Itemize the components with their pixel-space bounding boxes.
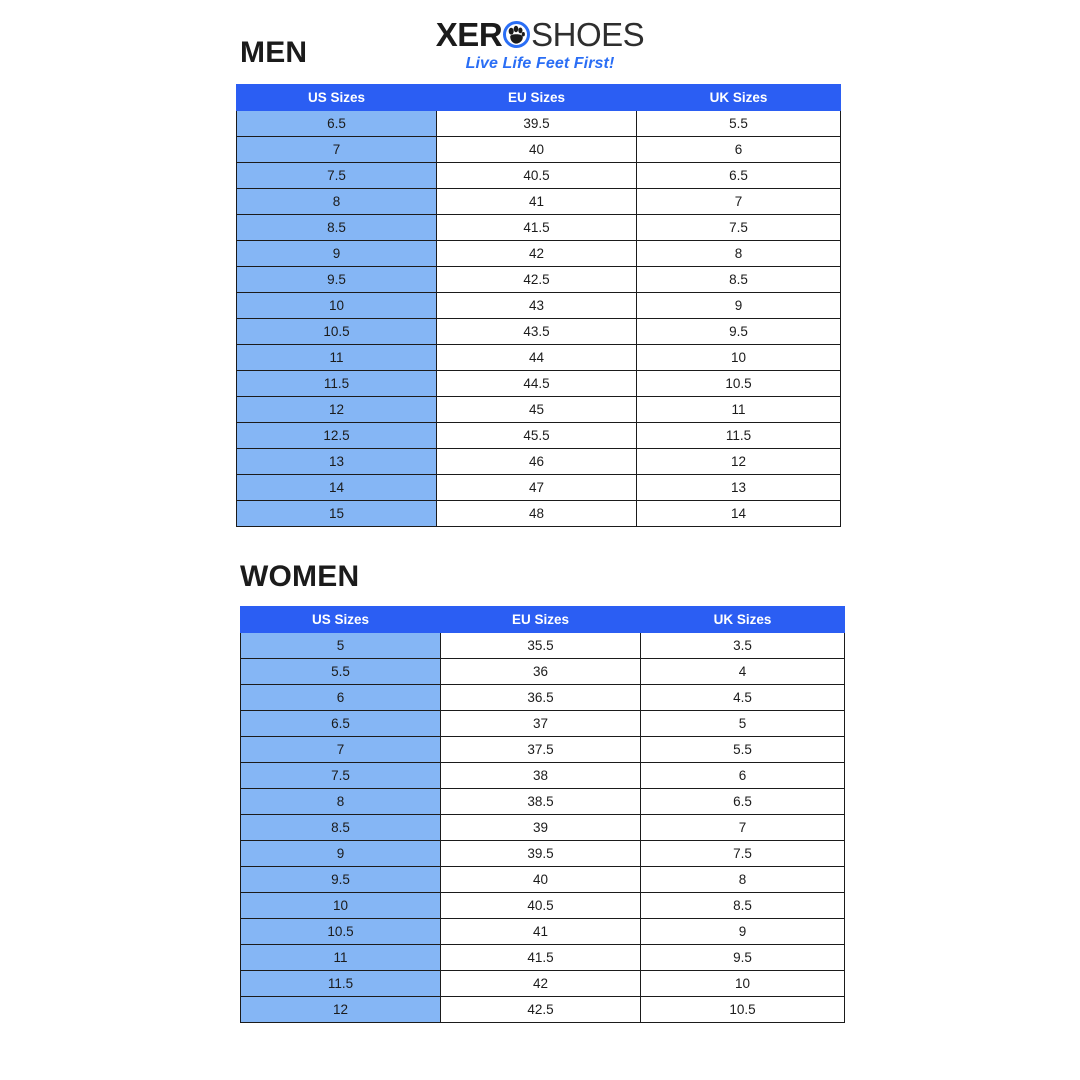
cell-uk: 6.5 (641, 789, 845, 815)
cell-us: 8.5 (237, 215, 437, 241)
cell-eu: 39.5 (437, 111, 637, 137)
cell-us: 10.5 (237, 319, 437, 345)
column-header-eu: EU Sizes (437, 85, 637, 111)
cell-eu: 42 (437, 241, 637, 267)
cell-eu: 41.5 (437, 215, 637, 241)
table-row (237, 215, 841, 241)
table-row (237, 267, 841, 293)
column-header-us: US Sizes (241, 607, 441, 633)
cell-eu: 36 (441, 659, 641, 685)
section-title-men: MEN (240, 36, 308, 69)
cell-uk: 10 (641, 971, 845, 997)
cell-uk: 9.5 (641, 945, 845, 971)
cell-eu: 45.5 (437, 423, 637, 449)
cell-eu: 41 (437, 189, 637, 215)
table-row (237, 189, 841, 215)
cell-eu: 45 (437, 397, 637, 423)
table-row (237, 371, 841, 397)
cell-us: 7 (237, 137, 437, 163)
cell-us: 7.5 (237, 163, 437, 189)
cell-us: 9 (237, 241, 437, 267)
table-row (241, 893, 845, 919)
cell-uk: 4 (641, 659, 845, 685)
cell-us: 5 (241, 633, 441, 659)
cell-eu: 47 (437, 475, 637, 501)
cell-uk: 6.5 (637, 163, 841, 189)
cell-uk: 9 (641, 919, 845, 945)
cell-uk: 8.5 (641, 893, 845, 919)
footprint-toes-icon (503, 21, 530, 48)
table-row (237, 319, 841, 345)
table-row (237, 111, 841, 137)
cell-eu: 38 (441, 763, 641, 789)
cell-eu: 37 (441, 711, 641, 737)
cell-eu: 40.5 (437, 163, 637, 189)
table-row (241, 945, 845, 971)
cell-us: 6.5 (241, 711, 441, 737)
cell-uk: 8 (641, 867, 845, 893)
table-row (241, 815, 845, 841)
cell-uk: 9 (637, 293, 841, 319)
table-header-row (241, 607, 845, 633)
cell-uk: 12 (637, 449, 841, 475)
cell-us: 12.5 (237, 423, 437, 449)
table-row (241, 659, 845, 685)
cell-us: 11 (241, 945, 441, 971)
brand-wordmark (436, 18, 644, 51)
table-row (241, 867, 845, 893)
table-row (237, 475, 841, 501)
column-header-us: US Sizes (237, 85, 437, 111)
cell-uk: 4.5 (641, 685, 845, 711)
cell-uk: 3.5 (641, 633, 845, 659)
cell-uk: 11 (637, 397, 841, 423)
cell-us: 9.5 (241, 867, 441, 893)
table-row (241, 633, 845, 659)
table-row (237, 501, 841, 527)
cell-eu: 40.5 (441, 893, 641, 919)
cell-eu: 40 (437, 137, 637, 163)
cell-eu: 38.5 (441, 789, 641, 815)
cell-eu: 36.5 (441, 685, 641, 711)
cell-uk: 6 (637, 137, 841, 163)
cell-uk: 14 (637, 501, 841, 527)
cell-uk: 9.5 (637, 319, 841, 345)
column-header-uk: UK Sizes (641, 607, 845, 633)
cell-uk: 10.5 (637, 371, 841, 397)
table-row (241, 711, 845, 737)
cell-eu: 44.5 (437, 371, 637, 397)
cell-eu: 37.5 (441, 737, 641, 763)
cell-us: 13 (237, 449, 437, 475)
cell-us: 7 (241, 737, 441, 763)
table-row (237, 449, 841, 475)
table-row (237, 241, 841, 267)
cell-uk: 7 (641, 815, 845, 841)
cell-us: 10 (237, 293, 437, 319)
cell-us: 14 (237, 475, 437, 501)
cell-eu: 39 (441, 815, 641, 841)
table-row (237, 137, 841, 163)
cell-uk: 7.5 (637, 215, 841, 241)
cell-eu: 41.5 (441, 945, 641, 971)
cell-us: 8 (241, 789, 441, 815)
table-row (241, 971, 845, 997)
cell-uk: 8.5 (637, 267, 841, 293)
table-row (237, 293, 841, 319)
cell-eu: 48 (437, 501, 637, 527)
cell-eu: 40 (441, 867, 641, 893)
cell-eu: 43.5 (437, 319, 637, 345)
cell-uk: 11.5 (637, 423, 841, 449)
column-header-eu: EU Sizes (441, 607, 641, 633)
table-row (241, 997, 845, 1023)
cell-uk: 10.5 (641, 997, 845, 1023)
cell-uk: 7.5 (641, 841, 845, 867)
size-table-women (240, 606, 845, 1023)
cell-eu: 42.5 (441, 997, 641, 1023)
cell-uk: 8 (637, 241, 841, 267)
cell-us: 9.5 (237, 267, 437, 293)
cell-uk: 6 (641, 763, 845, 789)
cell-eu: 35.5 (441, 633, 641, 659)
cell-us: 11.5 (237, 371, 437, 397)
brand-tagline: Live Life Feet First! (465, 55, 615, 72)
cell-eu: 44 (437, 345, 637, 371)
cell-eu: 42 (441, 971, 641, 997)
brand-name-shoes: SHOES (531, 16, 645, 53)
cell-us: 12 (241, 997, 441, 1023)
cell-us: 11.5 (241, 971, 441, 997)
table-header-row (237, 85, 841, 111)
table-row (237, 397, 841, 423)
cell-uk: 5.5 (637, 111, 841, 137)
cell-us: 8 (237, 189, 437, 215)
table-row (241, 789, 845, 815)
cell-uk: 13 (637, 475, 841, 501)
size-table-men (236, 84, 841, 527)
cell-eu: 39.5 (441, 841, 641, 867)
table-row (241, 763, 845, 789)
cell-uk: 5 (641, 711, 845, 737)
cell-us: 11 (237, 345, 437, 371)
section-title-women: WOMEN (240, 560, 360, 593)
cell-us: 10 (241, 893, 441, 919)
table-row (237, 345, 841, 371)
table-row (241, 737, 845, 763)
cell-uk: 7 (637, 189, 841, 215)
cell-uk: 5.5 (641, 737, 845, 763)
cell-eu: 41 (441, 919, 641, 945)
cell-eu: 42.5 (437, 267, 637, 293)
cell-us: 5.5 (241, 659, 441, 685)
cell-eu: 46 (437, 449, 637, 475)
table-row (237, 163, 841, 189)
brand-name-xero: XER (435, 16, 503, 53)
cell-eu: 43 (437, 293, 637, 319)
cell-us: 6.5 (237, 111, 437, 137)
table-row (237, 423, 841, 449)
column-header-uk: UK Sizes (637, 85, 841, 111)
cell-us: 6 (241, 685, 441, 711)
cell-us: 8.5 (241, 815, 441, 841)
cell-us: 7.5 (241, 763, 441, 789)
table-row (241, 841, 845, 867)
cell-us: 9 (241, 841, 441, 867)
table-row (241, 919, 845, 945)
table-row (241, 685, 845, 711)
cell-uk: 10 (637, 345, 841, 371)
cell-us: 12 (237, 397, 437, 423)
cell-us: 10.5 (241, 919, 441, 945)
cell-us: 15 (237, 501, 437, 527)
brand-logo (0, 18, 1080, 73)
